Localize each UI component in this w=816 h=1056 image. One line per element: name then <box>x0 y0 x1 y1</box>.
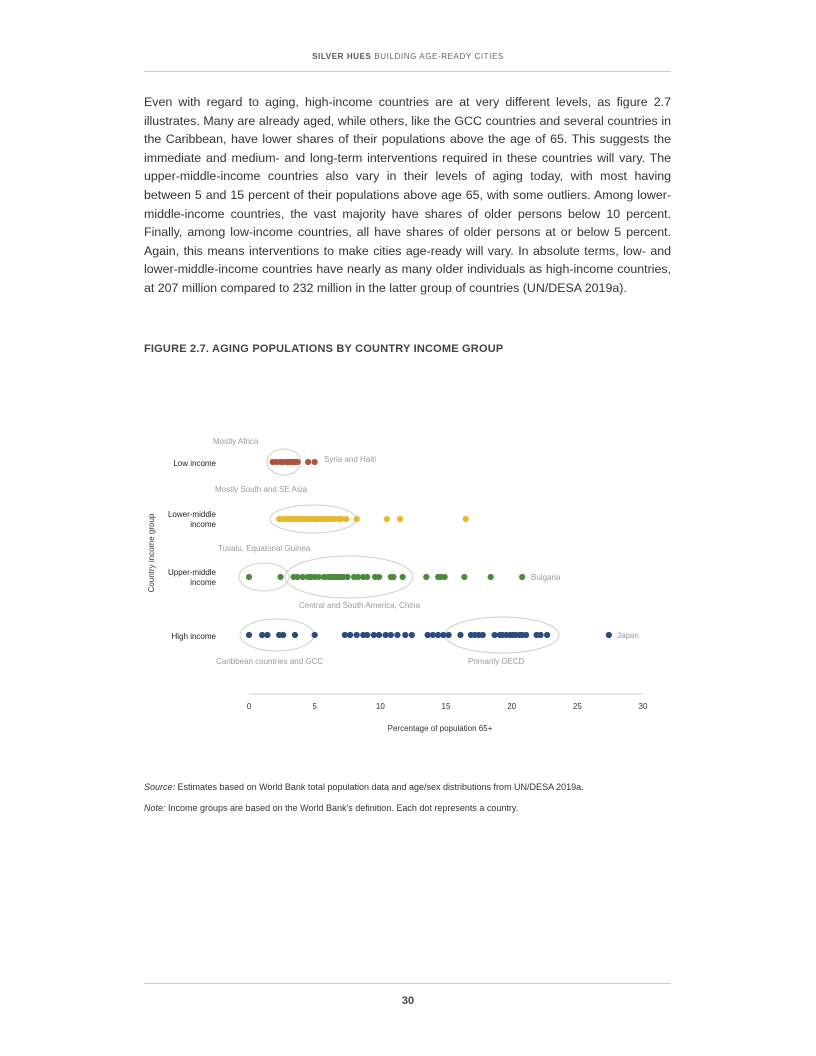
header-rule <box>144 71 671 72</box>
annotation-bulgaria: Bulgaria <box>531 573 561 582</box>
data-point <box>376 632 382 638</box>
x-axis-title: Percentage of population 65+ <box>387 724 493 733</box>
running-head-title: BUILDING AGE-READY CITIES <box>374 52 504 61</box>
annotation-tuvalu: Tuvalu, Equatorial Guinea <box>218 544 311 553</box>
x-tick-label: 30 <box>638 702 648 711</box>
data-point <box>606 632 612 638</box>
data-point <box>388 632 394 638</box>
data-point <box>523 632 529 638</box>
data-point <box>354 632 360 638</box>
footer-rule <box>144 983 671 984</box>
x-tick-label: 20 <box>507 702 517 711</box>
note-text: Income groups are based on the World Bank’s definition. Each dot represents a country. <box>165 803 519 813</box>
data-point <box>461 574 467 580</box>
data-point <box>246 632 252 638</box>
data-point <box>544 632 550 638</box>
data-point <box>347 632 353 638</box>
data-point <box>397 516 403 522</box>
aging-scatter-chart <box>0 400 816 750</box>
note-line <box>144 803 671 813</box>
data-point <box>400 574 406 580</box>
data-point <box>409 632 415 638</box>
data-point <box>294 459 300 465</box>
data-point <box>277 574 283 580</box>
x-tick-label: 15 <box>441 702 451 711</box>
row-label <box>168 568 217 587</box>
x-tick-label: 0 <box>246 702 252 711</box>
row-label <box>173 459 216 468</box>
annotation-caribbean-gcc: Caribbean countries and GCC <box>216 657 324 666</box>
data-point <box>312 459 318 465</box>
figure-title: FIGURE 2.7. AGING POPULATIONS BY COUNTRY INCOME GROUP <box>144 343 504 355</box>
data-point <box>344 574 350 580</box>
row-label-line: Low income <box>173 459 216 468</box>
body-paragraph: Even with regard to aging, high-income countries are at very different levels, as figure 2.7 illustrates. Many are already aged, while others, like the GCC countries and several countries in the Caribbean, have lower shares of their populations above the age of 65. This suggests the immediate and medium- and long-term interventions required in these countries will vary. The upper-middle-income countries also vary in their levels of aging today, with most having between 5 and 15 percent of their populations above age 65, with some outliers. Among lower-middle-income countries, the vast majority have shares of older persons below 10 percent. Finally, among low-income countries, all have shares of older persons at or below 5 percent. Again, this means interventions to make cities age-ready will vary. In absolute terms, low- and lower-middle-income countries have nearly as many older individuals as high-income countries, at 207 million compared to 232 million in the latter group of countries (UN/DESA 2019a). <box>144 95 671 295</box>
row-label-line: Upper-middle <box>167 568 216 577</box>
x-tick-label: 5 <box>312 702 317 711</box>
source-label: Source: <box>144 782 176 792</box>
data-point <box>264 632 270 638</box>
row-label-line: High income <box>171 632 216 641</box>
data-point <box>537 632 543 638</box>
data-point <box>480 632 486 638</box>
row-label <box>168 510 217 529</box>
x-tick-label: 10 <box>375 702 385 711</box>
data-point <box>446 632 452 638</box>
annotation-syria-haiti: Syria and Haiti <box>324 455 377 464</box>
data-point <box>376 574 382 580</box>
data-point <box>354 516 360 522</box>
data-point <box>364 574 370 580</box>
page-number: 30 <box>401 995 415 1007</box>
row-label <box>172 632 217 641</box>
data-point <box>463 516 469 522</box>
data-point <box>343 516 349 522</box>
row-label-line: income <box>190 578 216 587</box>
data-point <box>402 632 408 638</box>
running-head <box>0 52 816 61</box>
source-line <box>144 782 671 792</box>
annotation-central-south-america: Central and South America, China <box>299 601 420 610</box>
data-point <box>390 574 396 580</box>
data-point <box>457 632 463 638</box>
data-point <box>280 632 286 638</box>
data-point <box>364 632 370 638</box>
annotation-japan: Japan <box>617 631 639 640</box>
running-head-bold: SILVER HUES <box>312 52 372 61</box>
annotation-south-se-asia: Mostly South and SE Asia <box>215 485 308 494</box>
note-label: Note: <box>144 803 166 813</box>
data-point <box>442 574 448 580</box>
row-label-line: income <box>190 520 216 529</box>
data-point <box>246 574 252 580</box>
data-point <box>292 632 298 638</box>
data-point <box>312 632 318 638</box>
y-axis-title: Country income group <box>147 513 156 593</box>
data-point <box>394 632 400 638</box>
x-tick-label: 25 <box>572 702 582 711</box>
annotation-mostly-africa: Mostly Africa <box>213 437 259 446</box>
data-point <box>384 516 390 522</box>
data-point <box>423 574 429 580</box>
row-label-line: Lower-middle <box>167 510 216 519</box>
annotation-primarily-oecd: Primarily OECD <box>468 657 525 666</box>
data-point <box>519 574 525 580</box>
source-text: Estimates based on World Bank total population data and age/sex distributions from UN/DESA 2019a. <box>175 782 584 792</box>
data-point <box>488 574 494 580</box>
data-point <box>305 459 311 465</box>
